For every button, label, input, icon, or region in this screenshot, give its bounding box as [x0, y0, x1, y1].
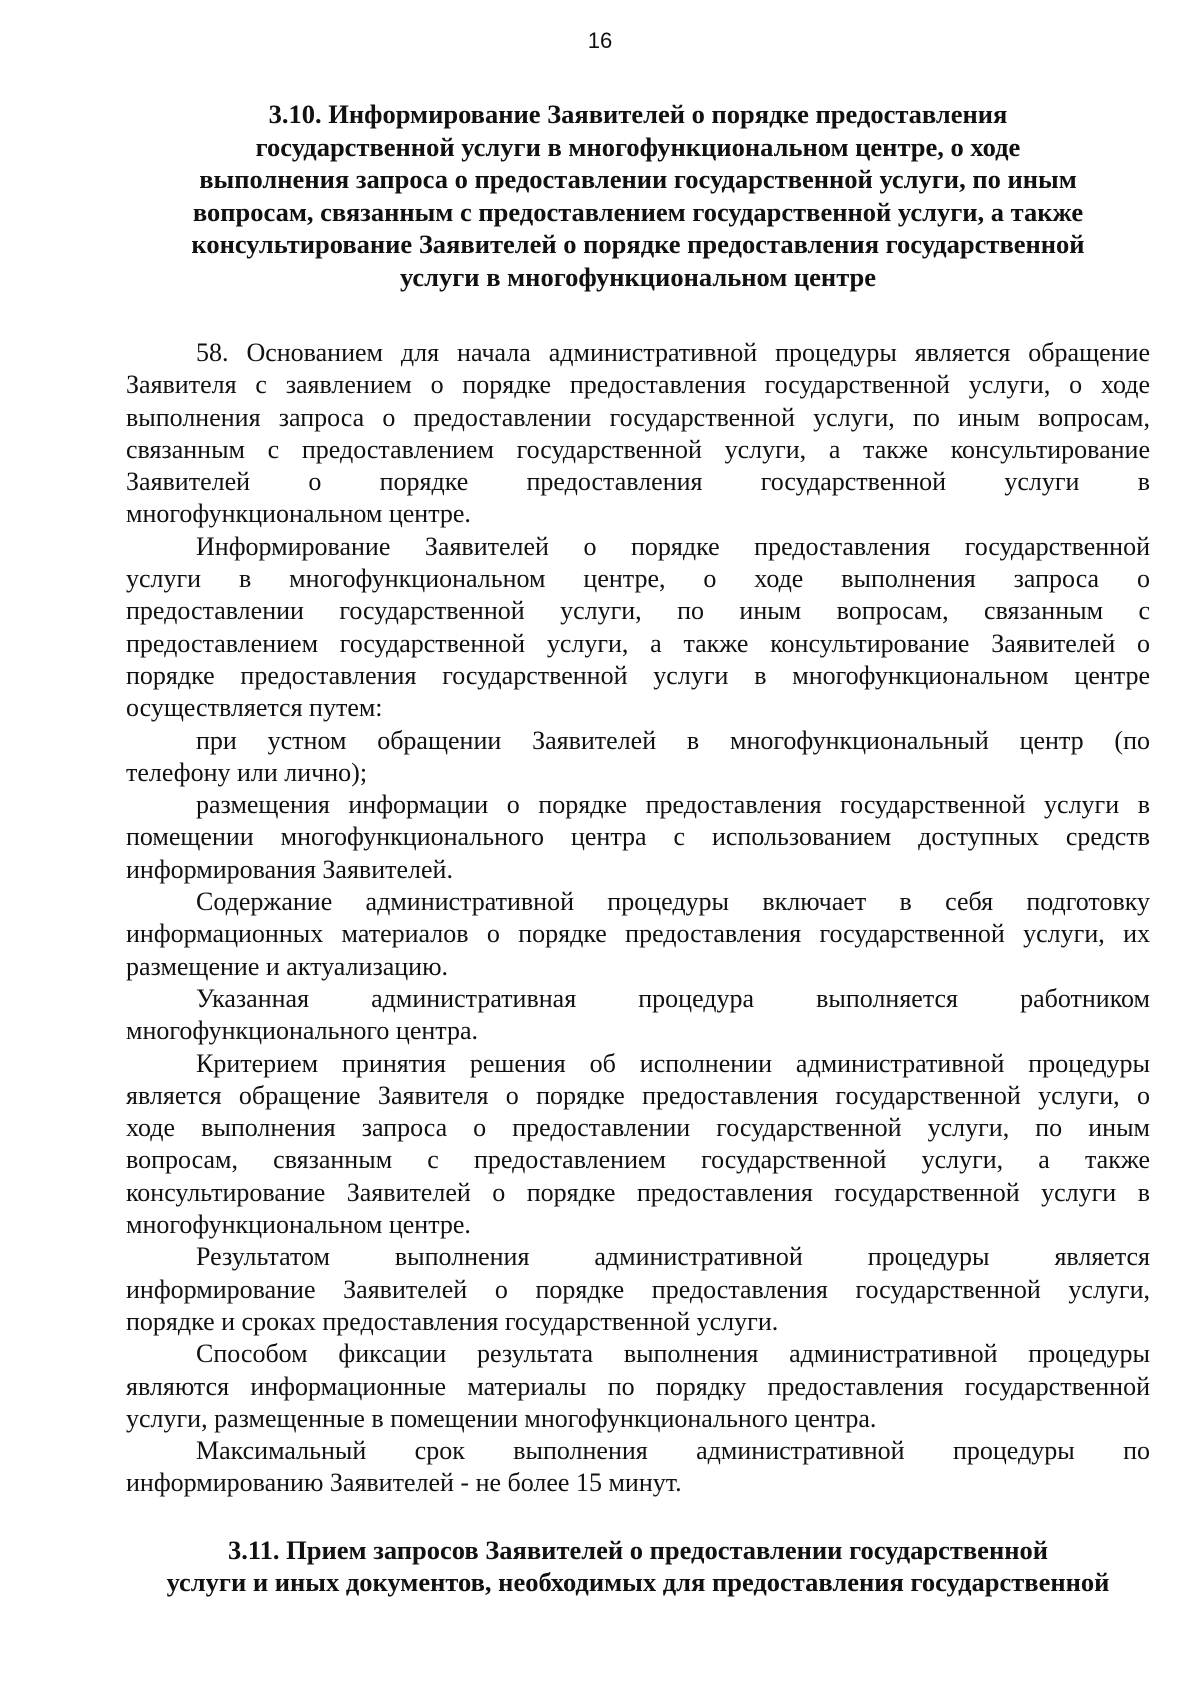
paragraph-line: консультирование Заявителей о порядке предоставления государственной услуги в — [126, 1177, 1150, 1207]
paragraph-line: является обращение Заявителя о порядке предоставления государственной услуги, о — [126, 1080, 1150, 1110]
body-paragraph — [126, 1241, 1150, 1338]
paragraph-line: предоставлением государственной услуги, а также консультирование Заявителей о — [126, 628, 1150, 658]
paragraph-line: Критерием принятия решения об исполнении административной процедуры — [196, 1048, 1150, 1078]
paragraph-line: Содержание административной процедуры включает в себя подготовку — [196, 887, 1150, 917]
paragraph-line: Результатом выполнения административной процедуры является — [196, 1242, 1150, 1272]
paragraph-line: выполнения запроса о предоставлении государственной услуги, по иным вопросам, — [126, 402, 1150, 432]
paragraph-line: услуги в многофункциональном центре, о ходе выполнения запроса о — [126, 564, 1150, 594]
paragraph-line: являются информационные материалы по порядку предоставления государственной — [126, 1371, 1150, 1401]
paragraph-line: Заявителя с заявлением о порядке предоставления государственной услуги, о ходе — [126, 370, 1150, 400]
paragraph-line: услуги, размещенные в помещении многофункционального центра. — [126, 1403, 877, 1433]
body-paragraph — [126, 1338, 1150, 1435]
paragraph-line: помещении многофункционального центра с использованием доступных средств — [126, 822, 1150, 852]
paragraph-line: вопросам, связанным с предоставлением государственной услуги, а также — [126, 1145, 1150, 1175]
page-content — [126, 98, 1150, 1599]
page-number: 16 — [587, 28, 613, 53]
heading-line: выполнения запроса о предоставлении государственной услуги, по иным — [199, 164, 1077, 194]
paragraph-line: телефону или лично); — [126, 757, 368, 787]
heading-line: консультирование Заявителей о порядке предоставления государственной — [191, 229, 1085, 259]
paragraph-line: Заявителей о порядке предоставления государственной услуги в — [126, 467, 1150, 497]
paragraph-line: размещение и актуализацию. — [126, 951, 449, 981]
heading-line: государственной услуги в многофункциональном центре, о ходе — [255, 131, 1021, 162]
paragraph-line: ходе выполнения запроса о предоставлении государственной услуги, по иным — [126, 1113, 1150, 1143]
paragraph-line: связанным с предоставлением государственной услуги, а также консультирование — [126, 434, 1150, 464]
heading-line: услуги в многофункциональном центре — [399, 261, 877, 292]
section-3-10-heading — [126, 98, 1150, 293]
body-paragraph — [126, 725, 1150, 790]
body-paragraph — [126, 1048, 1150, 1242]
body-paragraph — [126, 337, 1150, 531]
heading-line: вопросам, связанным с предоставлением государственной услуги, а также — [192, 196, 1084, 227]
body-paragraph — [126, 789, 1150, 886]
paragraph-line: Указанная административная процедура выполняется работником — [196, 983, 1150, 1013]
paragraph-line: Способом фиксации результата выполнения административной процедуры — [196, 1339, 1150, 1369]
paragraph-line: размещения информации о порядке предоставления государственной услуги в — [196, 790, 1150, 820]
paragraph-line: информирования Заявителей. — [126, 854, 453, 884]
paragraph-line: Информирование Заявителей о порядке предоставления государственной — [196, 531, 1150, 561]
heading-line: 3.11. Прием запросов Заявителей о предоставлении государственной — [227, 1534, 1048, 1565]
paragraph-line: порядке и сроках предоставления государственной услуги. — [126, 1306, 779, 1336]
paragraph-line: многофункциональном центре. — [126, 499, 471, 529]
body-paragraph — [126, 886, 1150, 983]
section-3-11-heading — [126, 1534, 1150, 1599]
body-paragraph — [126, 1435, 1150, 1500]
paragraph-line: многофункционального центра. — [126, 1016, 478, 1046]
body-paragraph — [126, 531, 1150, 725]
paragraph-line: предоставлении государственной услуги, по иным вопросам, связанным с — [126, 596, 1150, 626]
section-3-10-body — [126, 337, 1150, 1500]
paragraph-line: 58. Основанием для начала административной процедуры является обращение — [196, 338, 1150, 367]
paragraph-line: при устном обращении Заявителей в многофункциональный центр (по — [196, 725, 1150, 755]
paragraph-line: многофункциональном центре. — [126, 1210, 471, 1240]
heading-line: услуги и иных документов, необходимых для предоставления государственной — [166, 1567, 1110, 1598]
paragraph-line: порядке предоставления государственной услуги в многофункциональном центре — [126, 660, 1150, 690]
paragraph-line: информационных материалов о порядке предоставления государственной услуги, их — [126, 919, 1150, 949]
paragraph-line: информирование Заявителей о порядке предоставления государственной услуги, — [126, 1274, 1150, 1304]
body-paragraph — [126, 983, 1150, 1048]
paragraph-line: информированию Заявителей - не более 15 минут. — [126, 1468, 682, 1498]
heading-line: 3.10. Информирование Заявителей о порядке предоставления — [268, 99, 1008, 129]
paragraph-line: осуществляется путем: — [126, 693, 383, 723]
paragraph-line: Максимальный срок выполнения административной процедуры по — [196, 1436, 1150, 1466]
